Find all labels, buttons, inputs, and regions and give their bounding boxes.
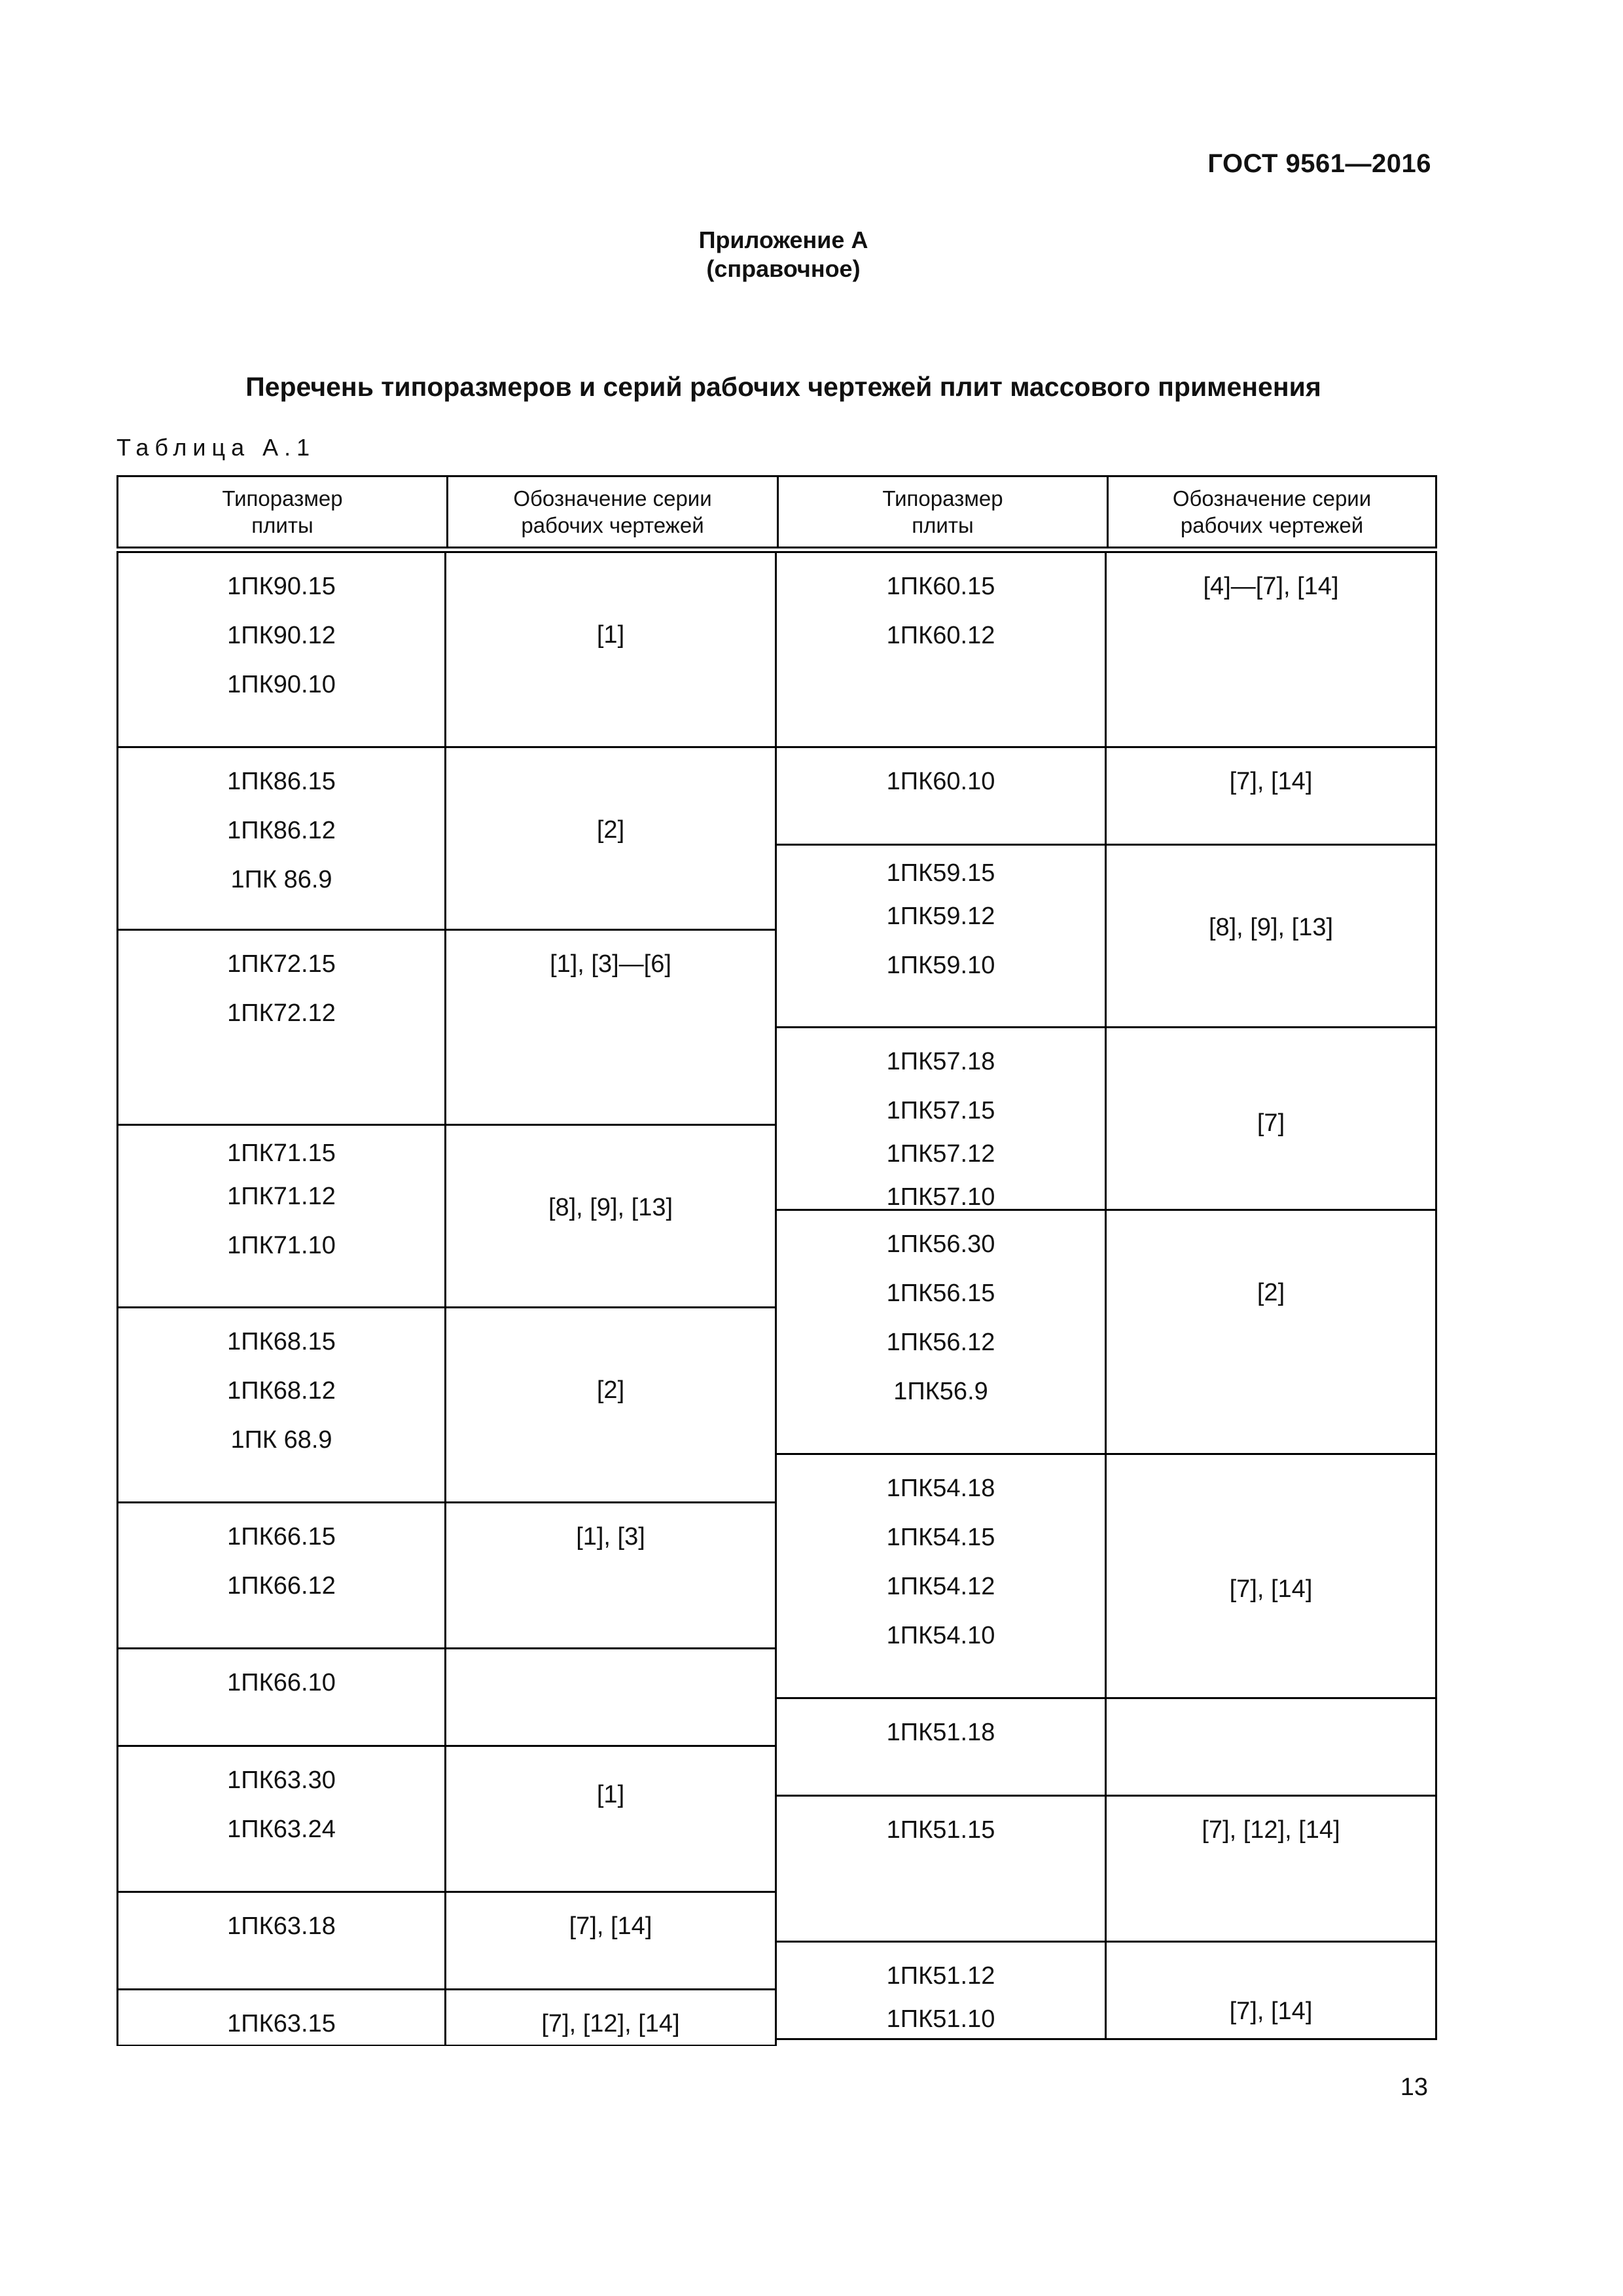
size-value: 1ПК90.12 [227, 622, 336, 649]
size-value: 1ПК60.10 [886, 768, 995, 795]
table-row-group [116, 1649, 777, 1747]
size-value: 1ПК57.10 [886, 1183, 995, 1211]
size-cell [777, 846, 1107, 1026]
table-row-group [116, 1893, 777, 1990]
series-cell [446, 1990, 777, 2045]
size-value: 1ПК63.30 [227, 1767, 336, 1794]
series-value: [1], [3]—[6] [550, 950, 671, 978]
header-size-right-text: Типоразмер плиты [882, 486, 1003, 537]
series-cell [1107, 1943, 1437, 2038]
size-value: 1ПК60.15 [886, 573, 995, 600]
series-cell [446, 1893, 777, 1988]
appendix-subtitle: (справочное) [706, 255, 861, 282]
series-value: [1] [596, 621, 625, 649]
table-header-row [116, 475, 1437, 548]
size-value: 1ПК51.15 [886, 1816, 995, 1844]
size-value: 1ПК59.10 [886, 952, 995, 979]
table-row-group [777, 846, 1437, 1028]
size-value: 1ПК86.12 [227, 817, 336, 844]
series-value: [7] [1257, 1109, 1285, 1137]
size-cell [116, 1308, 446, 1501]
header-size-left-text: Типоразмер плиты [222, 486, 343, 537]
series-cell [446, 1649, 777, 1745]
size-value: 1ПК51.10 [886, 2005, 995, 2033]
table-row-group [777, 1943, 1437, 2040]
header-size-left [116, 475, 448, 548]
size-cell [116, 1747, 446, 1891]
table-row-group [777, 748, 1437, 846]
appendix-title: Приложение А [698, 226, 868, 253]
series-value: [7], [14] [1229, 1575, 1313, 1603]
table-row-group [777, 1699, 1437, 1797]
size-value: 1ПК71.15 [227, 1139, 336, 1167]
size-cell [777, 1455, 1107, 1697]
series-cell [446, 1308, 777, 1501]
size-cell [777, 1797, 1107, 1941]
size-cell [116, 1893, 446, 1988]
size-cell [116, 748, 446, 929]
series-cell [1107, 1455, 1437, 1697]
size-value: 1ПК51.18 [886, 1719, 995, 1746]
size-value: 1ПК59.12 [886, 903, 995, 930]
table-row-group [116, 1126, 777, 1308]
series-cell [1107, 1211, 1437, 1453]
size-cell [777, 1028, 1107, 1209]
size-value: 1ПК51.12 [886, 1962, 995, 1990]
size-value: 1ПК63.24 [227, 1816, 336, 1843]
table-row-group [777, 1028, 1437, 1211]
size-value: 1ПК56.9 [893, 1378, 988, 1405]
table-row-group [116, 931, 777, 1126]
series-cell [1107, 846, 1437, 1026]
size-value: 1ПК59.15 [886, 859, 995, 887]
series-cell [1107, 1797, 1437, 1941]
series-cell [446, 553, 777, 746]
series-value: [7], [14] [569, 1912, 652, 1940]
table-row-group [116, 748, 777, 931]
size-value: 1ПК66.12 [227, 1572, 336, 1600]
header-double-rule [116, 547, 1437, 553]
series-value: [1] [596, 1781, 625, 1808]
size-value: 1ПК71.12 [227, 1183, 336, 1210]
size-value: 1ПК72.12 [227, 999, 336, 1027]
size-cell [777, 1211, 1107, 1453]
header-series-right-text: Обозначение серии рабочих чертежей [1172, 486, 1372, 537]
header-size-right [777, 475, 1109, 548]
table-row-group [116, 1990, 777, 2046]
size-value: 1ПК57.15 [886, 1097, 995, 1124]
size-value: 1ПК66.15 [227, 1523, 336, 1551]
appendix-heading [0, 226, 1567, 283]
size-cell [116, 553, 446, 746]
series-cell [446, 931, 777, 1124]
series-cell [1107, 1699, 1437, 1795]
size-value: 1ПК 68.9 [230, 1426, 332, 1454]
size-value: 1ПК54.15 [886, 1524, 995, 1551]
size-cell [777, 1943, 1107, 2038]
size-value: 1ПК63.15 [227, 2010, 336, 2037]
size-value: 1ПК 86.9 [230, 866, 332, 893]
table-right-half [777, 553, 1437, 2046]
series-value: [7], [14] [1229, 768, 1313, 795]
size-cell [116, 1649, 446, 1745]
series-cell [446, 1747, 777, 1891]
size-value: 1ПК71.10 [227, 1232, 336, 1259]
size-value: 1ПК56.15 [886, 1280, 995, 1307]
header-series-right [1107, 475, 1437, 548]
size-value: 1ПК66.10 [227, 1669, 336, 1696]
series-value: [7], [12], [14] [1202, 1816, 1340, 1844]
series-cell [446, 1126, 777, 1306]
size-cell [116, 1990, 446, 2045]
series-cell [1107, 1028, 1437, 1209]
table-row-group [777, 1797, 1437, 1943]
series-value: [8], [9], [13] [1208, 914, 1334, 941]
table-row-group [116, 1747, 777, 1893]
size-value: 1ПК57.18 [886, 1048, 995, 1075]
size-value: 1ПК68.15 [227, 1328, 336, 1355]
table-row-group [116, 553, 777, 748]
sizes-table [116, 475, 1437, 2046]
series-value: [8], [9], [13] [548, 1194, 673, 1221]
table-row-group [777, 1455, 1437, 1699]
size-value: 1ПК57.12 [886, 1140, 995, 1168]
size-value: 1ПК90.15 [227, 573, 336, 600]
table-row-group [777, 553, 1437, 748]
size-cell [116, 931, 446, 1124]
series-value: [1], [3] [576, 1523, 645, 1551]
size-value: 1ПК54.18 [886, 1475, 995, 1502]
series-cell [1107, 553, 1437, 746]
series-value: [7], [14] [1229, 1998, 1313, 2025]
series-cell [446, 1503, 777, 1647]
table-title: Перечень типоразмеров и серий рабочих чертежей плит массового применения [245, 372, 1321, 402]
size-cell [777, 553, 1107, 746]
series-value: [2] [1257, 1279, 1285, 1306]
size-value: 1ПК60.12 [886, 622, 995, 649]
size-value: 1ПК54.10 [886, 1622, 995, 1649]
series-value: [4]—[7], [14] [1203, 573, 1339, 600]
table-label: Таблица А.1 [116, 434, 316, 461]
size-value: 1ПК56.30 [886, 1230, 995, 1258]
size-value: 1ПК54.12 [886, 1573, 995, 1600]
series-value: [7], [12], [14] [541, 2010, 680, 2037]
size-value: 1ПК72.15 [227, 950, 336, 978]
size-value: 1ПК56.12 [886, 1329, 995, 1356]
table-row-group [116, 1308, 777, 1503]
size-value: 1ПК63.18 [227, 1912, 336, 1940]
page-number: 13 [1400, 2073, 1428, 2101]
series-value: [2] [596, 1376, 625, 1404]
document-code: ГОСТ 9561—2016 [1207, 149, 1431, 178]
size-cell [116, 1126, 446, 1306]
table-left-half [116, 553, 777, 2046]
table-row-group [116, 1503, 777, 1649]
series-cell [1107, 748, 1437, 844]
header-series-left-text: Обозначение серии рабочих чертежей [513, 486, 712, 537]
header-series-left [446, 475, 779, 548]
size-cell [116, 1503, 446, 1647]
table-row-group [777, 1211, 1437, 1455]
size-cell [777, 1699, 1107, 1795]
series-value: [2] [596, 816, 625, 844]
series-cell [446, 748, 777, 929]
size-value: 1ПК68.12 [227, 1377, 336, 1405]
size-cell [777, 748, 1107, 844]
size-value: 1ПК86.15 [227, 768, 336, 795]
size-value: 1ПК90.10 [227, 671, 336, 698]
